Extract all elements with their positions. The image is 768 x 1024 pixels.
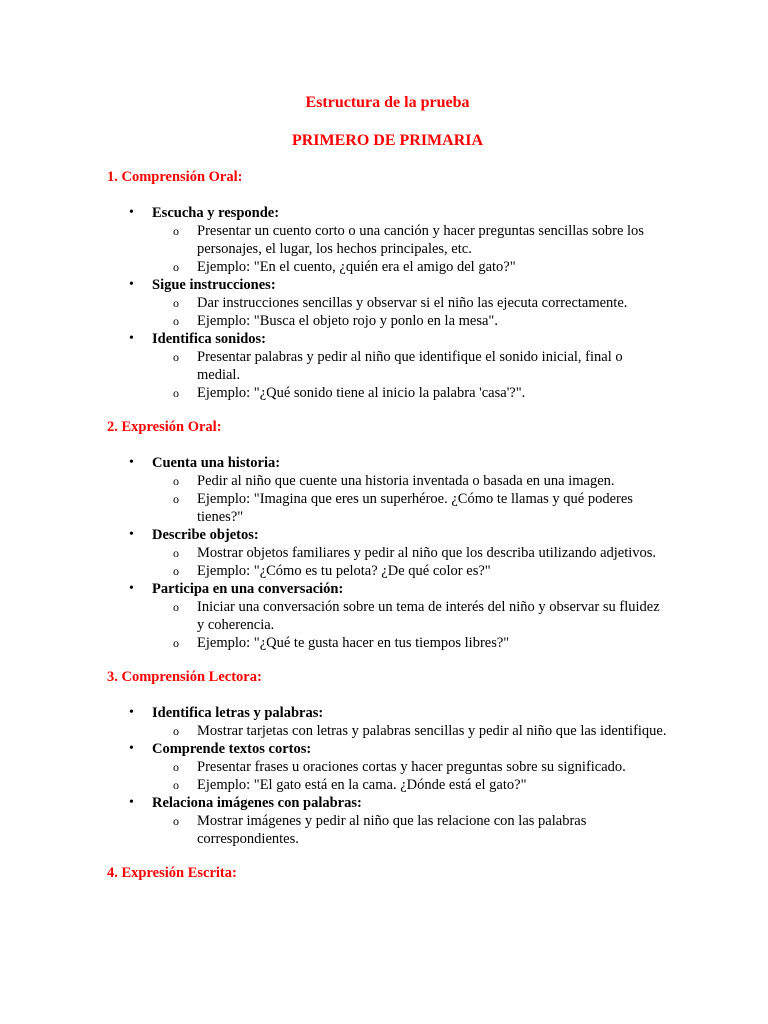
section xyxy=(107,864,668,882)
sub-list-item-text: o Presentar palabras y pedir al niño que identifique el sonido inicial, final o medial. xyxy=(197,349,623,383)
sub-list-item xyxy=(152,348,668,384)
sub-list-item-text: o Mostrar objetos familiares y pedir al niño que los describa utilizando adjetivos. xyxy=(197,545,657,561)
sub-list-item xyxy=(152,544,668,562)
sub-list-item xyxy=(152,758,668,776)
sub-list xyxy=(152,294,668,330)
section-heading: 3. Comprensión Lectora: xyxy=(107,669,262,685)
sub-list-item-text: o Mostrar imágenes y pedir al niño que las relacione con las palabras correspondientes. xyxy=(197,813,587,847)
bullet-list xyxy=(107,704,668,848)
bullet-item xyxy=(107,704,668,740)
sub-list-item xyxy=(152,472,668,490)
section xyxy=(107,668,668,848)
sections-container xyxy=(107,168,668,882)
bullet-item-title: Sigue instrucciones: xyxy=(152,277,276,293)
section-heading: 2. Expresión Oral: xyxy=(107,419,222,435)
sub-list-item xyxy=(152,598,668,634)
bullet-item-title: Comprende textos cortos: xyxy=(152,741,312,757)
sub-list xyxy=(152,472,668,526)
section-heading: 1. Comprensión Oral: xyxy=(107,169,243,185)
bullet-item xyxy=(107,204,668,276)
sub-list-item xyxy=(152,258,668,276)
bullet-item xyxy=(107,330,668,402)
sub-list-item-text: o Ejemplo: "¿Qué sonido tiene al inicio la palabra 'casa'?". xyxy=(197,385,526,401)
sub-list-item xyxy=(152,312,668,330)
bullet-item-title: Relaciona imágenes con palabras: xyxy=(152,795,362,811)
sub-list-item xyxy=(152,294,668,312)
bullet-list xyxy=(107,204,668,402)
sub-list-item xyxy=(152,812,668,848)
sub-list-item-text: o Ejemplo: "Imagina que eres un superhéroe. ¿Cómo te llamas y qué poderes tienes?" xyxy=(197,491,633,525)
sub-list xyxy=(152,758,668,794)
sub-list-item-text: o Ejemplo: "El gato está en la cama. ¿Dónde está el gato?" xyxy=(197,777,527,793)
section xyxy=(107,418,668,652)
bullet-item xyxy=(107,794,668,848)
sub-list-item xyxy=(152,722,668,740)
sub-list xyxy=(152,722,668,740)
sub-list xyxy=(152,598,668,652)
sub-list-item-text: o Ejemplo: "¿Cómo es tu pelota? ¿De qué color es?" xyxy=(197,563,491,579)
sub-list-item-text: o Ejemplo: "Busca el objeto rojo y ponlo en la mesa". xyxy=(197,313,498,329)
bullet-item xyxy=(107,526,668,580)
sub-list-item xyxy=(152,490,668,526)
bullet-item xyxy=(107,276,668,330)
sub-list-item-text: o Presentar un cuento corto o una canción y hacer preguntas sencillas sobre los personajes, el lugar, los hechos principales, etc. xyxy=(197,223,644,257)
sub-list xyxy=(152,812,668,848)
section-heading: 4. Expresión Escrita: xyxy=(107,865,237,881)
sub-list-item xyxy=(152,222,668,258)
sub-list xyxy=(152,348,668,402)
sub-list-item-text: o Mostrar tarjetas con letras y palabras sencillas y pedir al niño que las identifique. xyxy=(197,723,667,739)
bullet-item-title: Describe objetos: xyxy=(152,527,259,543)
bullet-item-title: Identifica letras y palabras: xyxy=(152,705,324,721)
sub-list-item xyxy=(152,776,668,794)
bullet-item-title: Identifica sonidos: xyxy=(152,331,267,347)
sub-list-item-text: o Dar instrucciones sencillas y observar si el niño las ejecuta correctamente. xyxy=(197,295,628,311)
bullet-item-title: Cuenta una historia: xyxy=(152,455,281,471)
sub-list-item-text: o Ejemplo: "¿Qué te gusta hacer en tus tiempos libres?" xyxy=(197,635,510,651)
bullet-item xyxy=(107,580,668,652)
sub-list-item-text: o Pedir al niño que cuente una historia inventada o basada en una imagen. xyxy=(197,473,615,489)
sub-list xyxy=(152,544,668,580)
sub-list-item xyxy=(152,562,668,580)
sub-list-item xyxy=(152,634,668,652)
document-title: Estructura de la prueba xyxy=(305,94,470,111)
bullet-item xyxy=(107,454,668,526)
sub-list-item xyxy=(152,384,668,402)
document-subtitle: PRIMERO DE PRIMARIA xyxy=(291,132,484,149)
sub-list-item-text: o Ejemplo: "En el cuento, ¿quién era el amigo del gato?" xyxy=(197,259,516,275)
sub-list xyxy=(152,222,668,276)
bullet-item-title: Participa en una conversación: xyxy=(152,581,344,597)
bullet-item xyxy=(107,740,668,794)
bullet-list xyxy=(107,454,668,652)
section xyxy=(107,168,668,402)
bullet-item-title: Escucha y responde: xyxy=(152,205,280,221)
sub-list-item-text: o Iniciar una conversación sobre un tema de interés del niño y observar su fluidez y coherencia. xyxy=(197,599,660,633)
sub-list-item-text: o Presentar frases u oraciones cortas y hacer preguntas sobre su significado. xyxy=(197,759,626,775)
